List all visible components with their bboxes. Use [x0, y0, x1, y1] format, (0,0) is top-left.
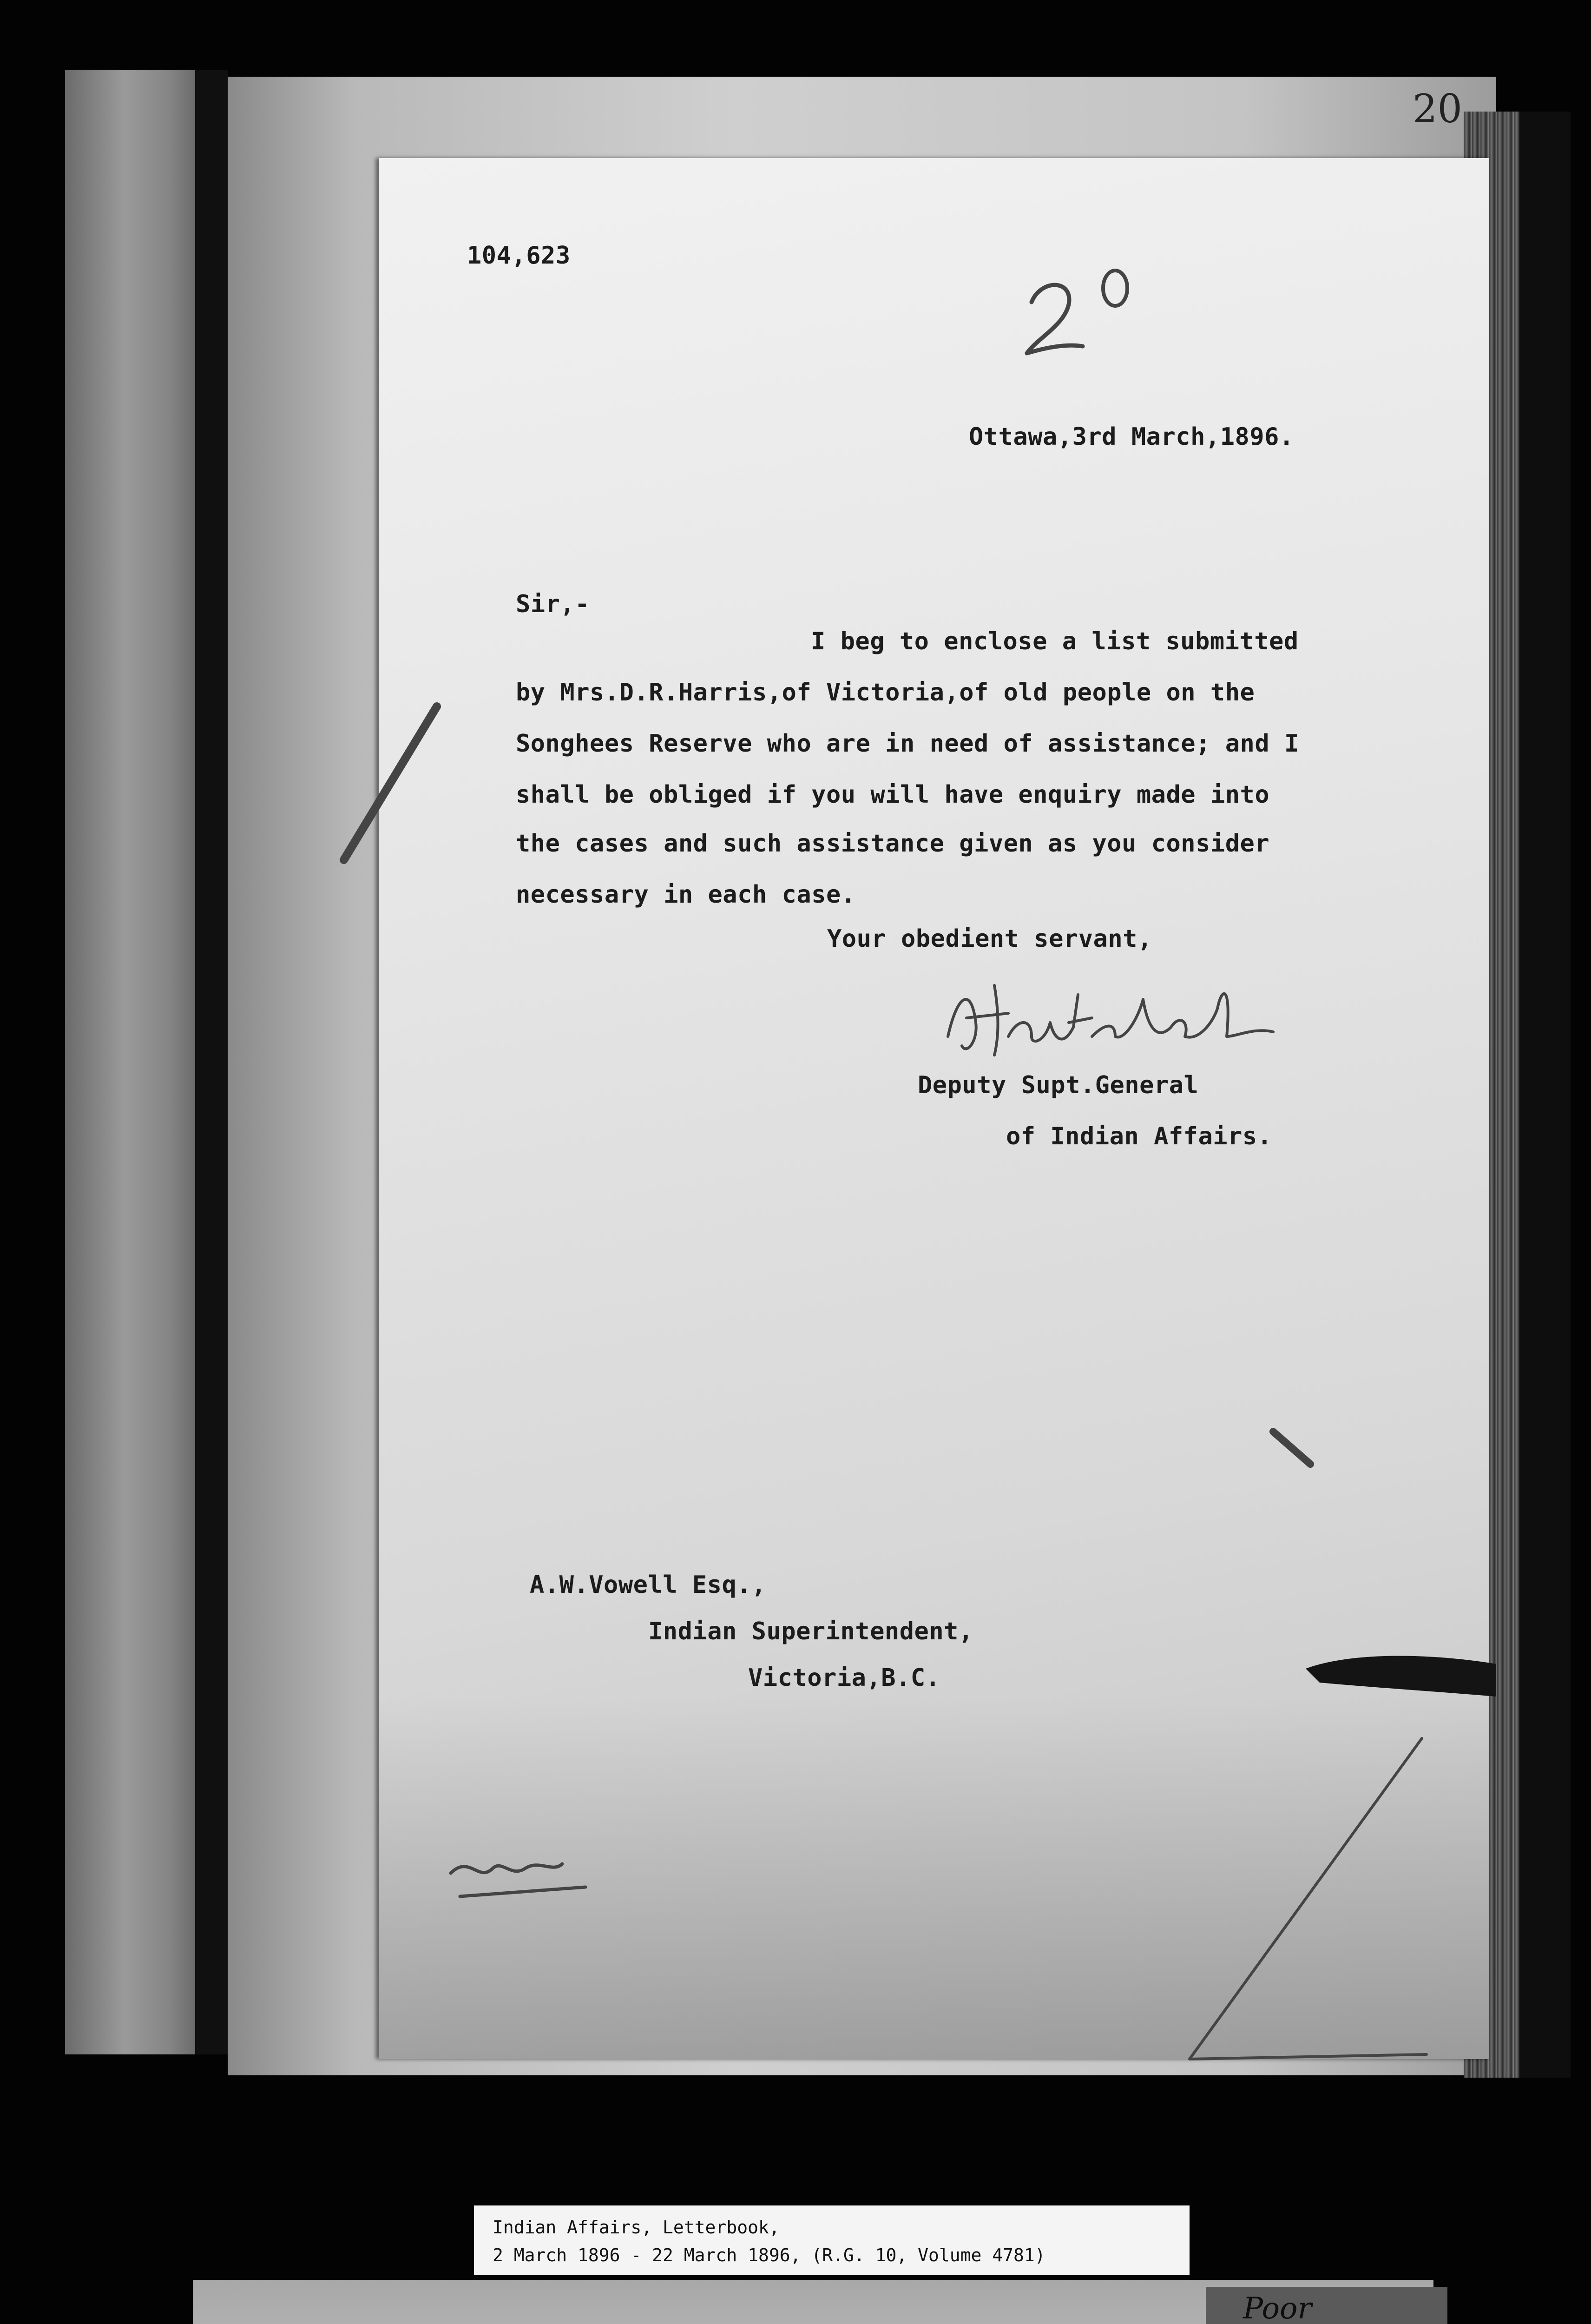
binding-strip [65, 70, 214, 2054]
addressee-place: Victoria,B.C. [748, 1664, 940, 1692]
ink-tick-mark [1264, 1422, 1320, 1473]
addressee-title: Indian Superintendent, [648, 1618, 973, 1645]
signer-title: Deputy Supt.General [918, 1071, 1199, 1099]
body-line: necessary in each case. [516, 881, 856, 909]
handwritten-signature [939, 967, 1292, 1064]
body-line: Songhees Reserve who are in need of assistance; and I [516, 730, 1299, 758]
addressee-name: A.W.Vowell Esq., [530, 1571, 766, 1599]
body-line: I beg to enclose a list submitted [811, 627, 1299, 655]
page-fold-line [1180, 1729, 1431, 2068]
body-line: by Mrs.D.R.Harris,of Victoria,of old people on the [516, 679, 1255, 706]
handwritten-folio-number [1013, 260, 1152, 363]
caption-title: Indian Affairs, Letterbook, [493, 2217, 780, 2238]
pencil-stroke-mark [330, 697, 451, 874]
poor-copy-tag [1206, 2287, 1447, 2324]
date-line: Ottawa,3rd March,1896. [969, 423, 1294, 451]
handwritten-initials [441, 1841, 599, 1915]
paper-clip-shadow [1301, 1645, 1496, 1738]
signer-title: of Indian Affairs. [1006, 1122, 1272, 1150]
frame-number: 20 [1413, 86, 1462, 132]
salutation: Sir,- [516, 590, 590, 618]
body-line: shall be obliged if you will have enquiry made into [516, 781, 1270, 809]
closing: Your obedient servant, [827, 925, 1152, 953]
body-line: the cases and such assistance given as you consider [516, 830, 1270, 858]
caption-date-range: 2 March 1896 - 22 March 1896, (R.G. 10, Volume 4781) [493, 2245, 1045, 2265]
poor-copy-note: Poor [1243, 2291, 1312, 2324]
book-edge-shadow [1519, 112, 1571, 2078]
file-number: 104,623 [467, 242, 571, 270]
binding-gap [195, 70, 228, 2054]
